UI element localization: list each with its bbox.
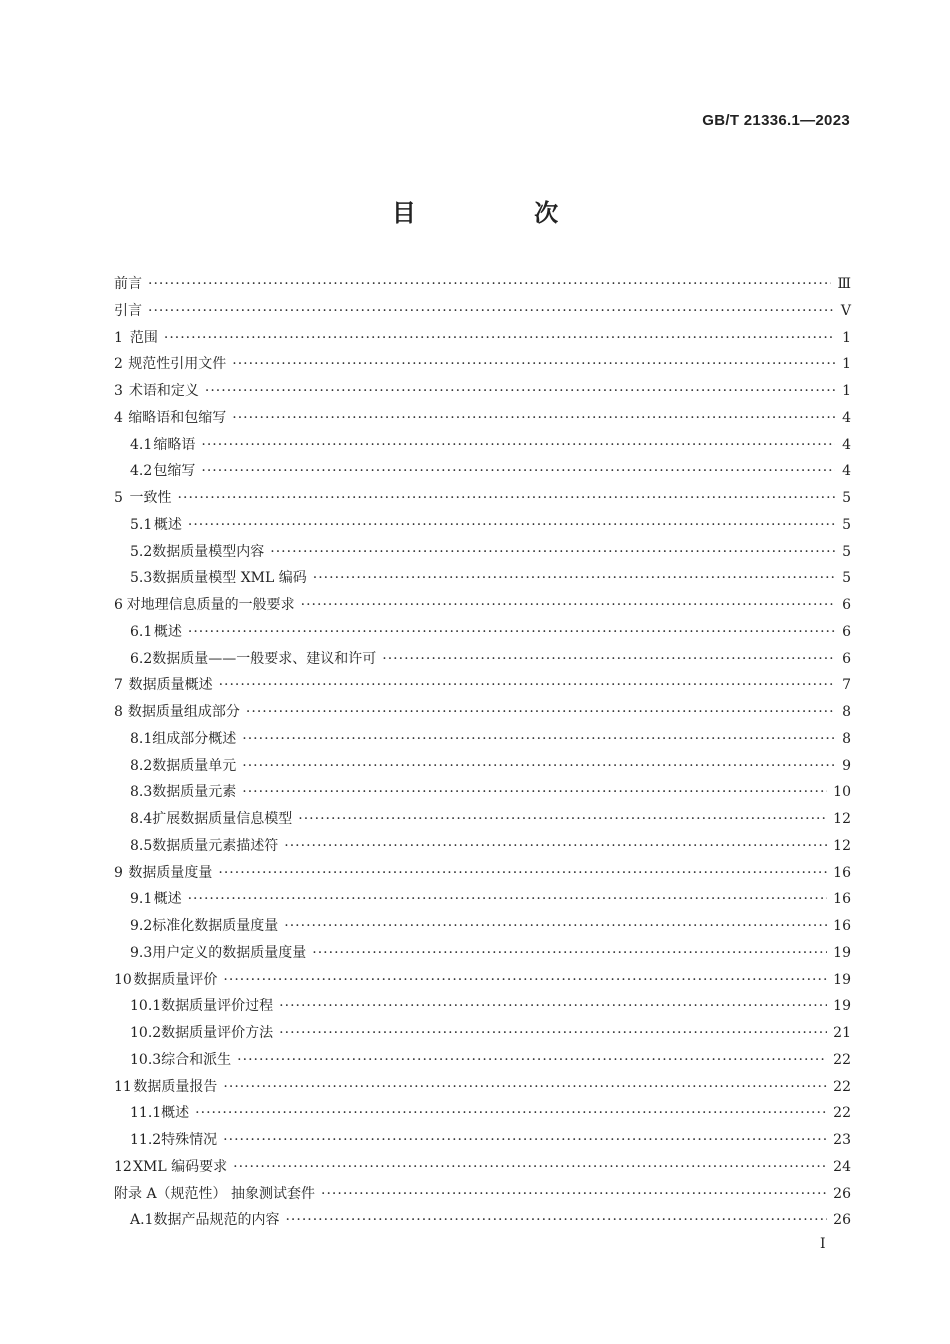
toc-entry-page: 4 [842, 463, 851, 480]
toc-leader-dots [270, 539, 835, 566]
toc-entry-number: 11 [114, 1078, 132, 1095]
toc-leader-dots [298, 806, 827, 833]
toc-entry-title: 数据质量评价过程 [161, 998, 274, 1015]
toc-entry[interactable] [114, 432, 851, 459]
toc-entry-page: 23 [833, 1132, 851, 1148]
toc-leader-dots [178, 485, 835, 512]
toc-entry-title: 特殊情况 [161, 1132, 218, 1148]
toc-entry-page: 7 [842, 677, 851, 694]
toc-leader-dots [312, 940, 827, 967]
toc-entry[interactable] [114, 1047, 851, 1074]
toc-entry-number: 4.2 [130, 463, 153, 480]
toc-entry-number: 5 [114, 490, 123, 506]
toc-leader-dots [201, 432, 835, 459]
toc-entry-page: 21 [833, 1025, 851, 1041]
toc-entry-title: 概述 [161, 1105, 190, 1122]
toc-entry-number: 8.5 [130, 837, 153, 854]
toc-leader-dots [279, 993, 827, 1020]
toc-entry-number: 4 [114, 409, 123, 426]
toc-entry-number: 11.1 [130, 1105, 162, 1122]
toc-leader-dots [188, 512, 835, 539]
toc-entry[interactable] [114, 726, 851, 753]
toc-leader-dots [195, 1100, 827, 1127]
toc-entry-title: 前言 [114, 276, 142, 292]
toc-leader-dots [218, 860, 827, 887]
toc-leader-dots [188, 886, 828, 913]
toc-entry[interactable] [114, 1074, 851, 1101]
toc-entry-page: 19 [833, 944, 851, 961]
page-title: 目 次 [391, 198, 614, 227]
toc-leader-dots [233, 1154, 827, 1181]
toc-entry-page: 22 [833, 1078, 851, 1095]
toc-leader-dots [223, 1127, 827, 1154]
toc-entry[interactable] [114, 940, 851, 967]
toc-entry[interactable] [114, 1020, 851, 1047]
toc-entry-number: 10.1 [130, 998, 162, 1015]
toc-entry-title: 数据产品规范的内容 [153, 1212, 280, 1229]
toc-leader-dots [242, 726, 835, 753]
toc-entry-page: 5 [842, 570, 851, 587]
toc-entry-title: 用户定义的数据质量度量 [152, 944, 307, 961]
toc-entry[interactable] [114, 860, 851, 887]
toc-entry[interactable] [114, 1181, 851, 1208]
toc-leader-dots [201, 458, 835, 485]
toc-entry-page: Ⅴ [840, 302, 851, 319]
toc-entry-page: 4 [842, 436, 851, 453]
toc-entry-title: 包缩写 [153, 463, 196, 480]
toc-entry[interactable] [114, 753, 851, 780]
toc-entry-title: 数据质量模型内容 [152, 543, 265, 560]
toc-entry[interactable] [114, 833, 851, 860]
toc-entry-number: 2 [114, 356, 123, 373]
toc-entry-number: 8.3 [130, 784, 153, 801]
toc-entry[interactable] [114, 325, 851, 352]
toc-leader-dots [242, 753, 835, 780]
page-folio: I [820, 1236, 826, 1252]
toc-entry-title: 对地理信息质量的一般要求 [126, 597, 295, 613]
toc-entry-number: 9.1 [130, 891, 153, 908]
toc-entry-page: 16 [833, 918, 851, 934]
toc-leader-dots [148, 298, 835, 325]
toc-entry-page: 22 [833, 1105, 851, 1122]
toc-entry[interactable] [114, 1100, 851, 1127]
toc-entry[interactable] [114, 646, 851, 673]
toc-entry-page: 12 [833, 837, 851, 854]
toc-entry[interactable] [114, 967, 851, 994]
toc-entry-page: 1 [842, 356, 851, 373]
toc-leader-dots [284, 833, 827, 860]
toc-leader-dots [223, 1074, 827, 1101]
toc-entry[interactable] [114, 672, 851, 699]
toc-entry-title: 附录 A（规范性） 抽象测试套件 [114, 1185, 316, 1202]
toc-entry[interactable] [114, 539, 851, 566]
toc-entry-number: 8 [114, 704, 123, 720]
toc-entry-page: 19 [833, 998, 851, 1015]
toc-entry[interactable] [114, 779, 851, 806]
toc-entry-title: 数据质量评价方法 [161, 1025, 274, 1041]
toc-entry-page: 16 [833, 891, 851, 908]
toc-leader-dots [242, 779, 827, 806]
toc-entry-title: 术语和定义 [128, 383, 199, 399]
toc-entry-page: 16 [833, 864, 851, 881]
toc-entry-title: 数据质量——一般要求、建议和许可 [152, 650, 377, 667]
toc-entry-page: Ⅲ [837, 276, 851, 292]
toc-entry-number: 12 [114, 1158, 132, 1175]
toc-entry[interactable] [114, 592, 851, 619]
toc-entry-page: 6 [842, 597, 851, 613]
toc-entry[interactable] [114, 298, 851, 325]
toc-entry[interactable] [114, 913, 851, 940]
toc-entry-title: 数据质量模型 XML 编码 [152, 570, 307, 587]
toc-entry-number: 6.2 [130, 650, 153, 667]
toc-entry-title: 缩略语和包缩写 [128, 409, 227, 426]
toc-entry-page: 24 [833, 1158, 851, 1175]
toc-leader-dots [284, 913, 827, 940]
toc-entry-title: 扩展数据质量信息模型 [152, 811, 293, 827]
toc-entry-title: 综合和派生 [161, 1051, 232, 1068]
toc-entry-page: 5 [842, 543, 851, 560]
toc-entry[interactable] [114, 565, 851, 592]
toc-entry-number: 11.2 [130, 1132, 162, 1148]
toc-entry-title: 数据质量概述 [128, 677, 213, 694]
toc-entry[interactable] [114, 405, 851, 432]
toc-leader-dots [246, 699, 835, 726]
toc-leader-dots [321, 1181, 827, 1208]
toc-entry[interactable] [114, 806, 851, 833]
toc-leader-dots [237, 1047, 827, 1074]
toc-entry-page: 9 [842, 757, 851, 774]
toc-entry-title: 概述 [153, 516, 182, 533]
toc-entry-title: 引言 [114, 302, 142, 319]
toc-entry-number: 10.3 [130, 1051, 162, 1068]
toc-entry-page: 6 [842, 623, 851, 640]
toc-entry-number: 6 [114, 597, 123, 613]
toc-leader-dots [188, 619, 835, 646]
toc-entry-number: 10.2 [130, 1025, 162, 1041]
toc-entry-number: 3 [114, 383, 123, 399]
toc-entry-number: 4.1 [130, 436, 153, 453]
toc-leader-dots [232, 351, 835, 378]
toc-entry-number: 7 [114, 677, 123, 694]
toc-entry-number: 9.3 [130, 944, 153, 961]
toc-entry[interactable] [114, 458, 851, 485]
toc-entry[interactable] [114, 699, 851, 726]
toc-entry-page: 12 [833, 811, 851, 827]
toc-entry-number: 5.1 [130, 516, 153, 533]
toc-entry-number: 5.2 [130, 543, 153, 560]
toc-entry-number: A.1 [130, 1212, 154, 1229]
toc-leader-dots [232, 405, 835, 432]
toc-leader-dots [285, 1207, 827, 1234]
toc-entry-page: 10 [833, 784, 851, 801]
toc-leader-dots [223, 967, 827, 994]
toc-entry-number: 10 [114, 971, 132, 988]
toc-entry-page: 5 [842, 490, 851, 506]
toc-leader-dots [313, 565, 835, 592]
toc-entry-title: 概述 [153, 623, 182, 640]
toc-entry-page: 8 [842, 730, 851, 747]
toc-entry-page: 26 [833, 1212, 851, 1229]
toc-leader-dots [279, 1020, 827, 1047]
toc-entry[interactable] [114, 886, 851, 913]
toc-entry-page: 1 [842, 329, 851, 346]
toc-entry-title: 数据质量报告 [133, 1078, 218, 1095]
toc-entry-title: 范围 [129, 329, 158, 346]
toc-entry-title: 数据质量单元 [152, 757, 237, 774]
toc-entry-title: 组成部分概述 [152, 730, 237, 747]
toc-entry-page: 1 [842, 383, 851, 399]
toc-entry-title: 数据质量组成部分 [127, 704, 240, 720]
toc-entry-number: 1 [114, 329, 123, 346]
toc-entry[interactable] [114, 351, 851, 378]
toc-entry[interactable] [114, 271, 851, 298]
toc-entry-number: 8.2 [130, 757, 153, 774]
toc-entry-title: 数据质量评价 [133, 971, 218, 988]
toc-entry-page: 26 [833, 1185, 851, 1202]
toc-entry-page: 8 [842, 704, 851, 720]
toc-entry-page: 6 [842, 650, 851, 667]
toc-entry[interactable] [114, 378, 851, 405]
toc-leader-dots [148, 271, 831, 298]
toc-entry-title: 概述 [153, 891, 182, 908]
standard-number: GB/T 21336.1—2023 [702, 112, 850, 129]
toc-leader-dots [219, 672, 835, 699]
toc-leader-dots [205, 378, 835, 405]
toc-entry-title: 规范性引用文件 [128, 356, 227, 373]
toc-leader-dots [301, 592, 835, 619]
toc-entry-title: 数据质量度量 [128, 864, 213, 881]
toc-entry-number: 8.1 [130, 730, 153, 747]
toc-entry[interactable] [114, 485, 851, 512]
toc-entry[interactable] [114, 619, 851, 646]
toc-entry[interactable] [114, 1154, 851, 1181]
toc-entry-title: 一致性 [129, 490, 172, 506]
toc-entry-page: 5 [842, 516, 851, 533]
toc-entry-title: 缩略语 [153, 436, 196, 453]
toc-entry-number: 9 [114, 864, 123, 881]
toc-entry-number: 8.4 [130, 811, 153, 827]
toc-entry-title: 数据质量元素描述符 [152, 837, 279, 854]
toc-entry-page: 19 [833, 971, 851, 988]
toc-entry[interactable] [114, 1207, 851, 1234]
toc-entry-page: 4 [842, 409, 851, 426]
toc-entry-number: 5.3 [130, 570, 153, 587]
toc-leader-dots [164, 325, 835, 352]
toc-entry-number: 9.2 [130, 918, 153, 934]
toc-entry[interactable] [114, 1127, 851, 1154]
toc-entry-title: XML 编码要求 [133, 1158, 228, 1175]
toc-leader-dots [382, 646, 835, 673]
table-of-contents [114, 271, 851, 1234]
toc-entry-page: 22 [833, 1051, 851, 1068]
toc-entry-title: 标准化数据质量度量 [152, 918, 279, 934]
toc-entry-title: 数据质量元素 [152, 784, 237, 801]
toc-entry[interactable] [114, 512, 851, 539]
toc-entry[interactable] [114, 993, 851, 1020]
toc-entry-number: 6.1 [130, 623, 153, 640]
